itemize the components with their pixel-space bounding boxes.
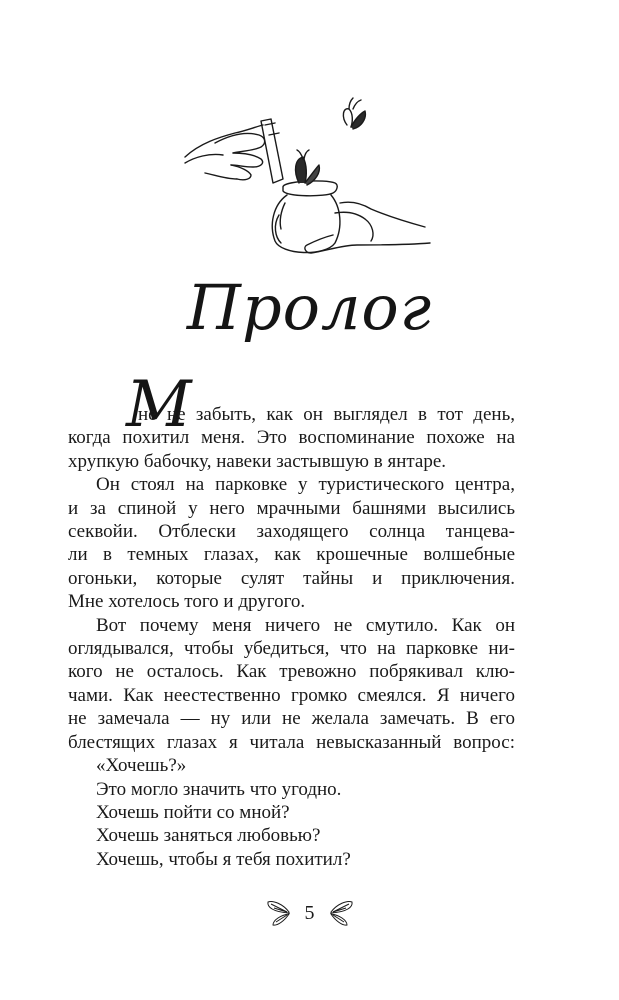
text-line: секвойи. Отблески заходящего солнца танцева- (68, 521, 515, 543)
text-line: кого не осталось. Как тревожно побрякивал клю- (68, 661, 515, 683)
text-line: не замечала — ну или не желала замечать. В его (68, 708, 515, 730)
chapter-title: Пролог (186, 271, 433, 344)
text-line: хрупкую бабочку, навеки застывшую в янтаре. (68, 450, 447, 472)
text-line: «Хочешь?» (96, 755, 187, 777)
body-text (68, 403, 515, 871)
text-line: Хочешь пойти со мной? (96, 801, 290, 823)
right-wing-icon (329, 898, 355, 928)
text-line: не не забыть, как он выглядел в тот день, (138, 404, 515, 425)
text-line: Он стоял на парковке у туристического центра, (96, 474, 515, 496)
text-line: Хочешь, чтобы я тебя похитил? (96, 848, 351, 870)
text-line: и за спиной у него мрачными башнями высились (68, 497, 515, 519)
text-line: Это могло значить что угодно. (96, 778, 342, 800)
text-line: блестящих глазах я читала невысказанный вопрос: (68, 731, 515, 753)
left-wing-icon (265, 898, 291, 928)
text-line: когда похитил меня. Это воспоминание похоже на (68, 427, 515, 449)
text-line: Хочешь заняться любовью? (96, 825, 321, 847)
text-line: огоньки, которые сулят тайны и приключения. (68, 567, 515, 589)
page-footer (0, 898, 619, 930)
text-line: чами. Как неестественно громко смеялся. Я ничего (68, 684, 515, 706)
text-line: Мне хотелось того и другого. (68, 591, 306, 613)
text-line: ли в темных глазах, как крошечные волшебные (68, 544, 515, 566)
text-line: оглядывался, чтобы убедиться, что на парковке ни- (68, 638, 515, 660)
drop-cap: М (126, 368, 192, 442)
page-number: 5 (304, 901, 315, 924)
text-line: Вот почему меня ничего не смутило. Как он (96, 614, 515, 636)
hands-jar-butterfly-illustration (175, 95, 435, 270)
